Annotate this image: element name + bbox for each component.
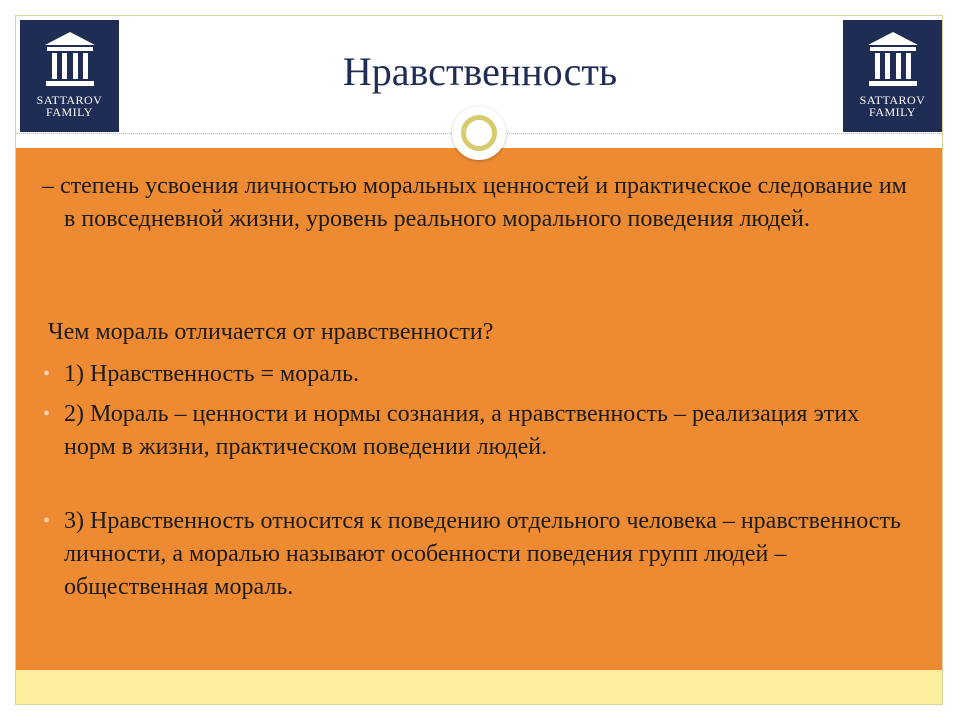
slide-title: Нравственность [342,49,618,94]
bullet-item [42,505,912,604]
logo-left [20,20,119,132]
logo-text [37,94,103,118]
bullet-text: 1) Нравственность = мораль. [64,361,360,387]
logo-line1: SATTAROV [859,93,926,107]
logo-right [843,20,942,132]
bullet-item [42,358,912,391]
logo-text [860,94,926,118]
footer-band [16,670,942,704]
bullet-icon: • [43,510,51,532]
logo-line2: FAMILY [869,105,916,119]
question-text: Чем мораль отличается от нравственности? [48,319,494,345]
bullet-text: 2) Мораль – ценности и нормы сознания, а нравственность – реализация этих норм в жизни, практическом поведении людей. [64,401,860,460]
definition-text: – степень усвоения личностью моральных ценностей и практическое следование им в повседневной жизни, уровень реального морального поведения людей. [42,173,907,232]
logo-line2: FAMILY [46,105,93,119]
logo-line1: SATTAROV [36,93,103,107]
bullet-item [42,398,912,464]
bullet-text: 3) Нравственность относится к поведению отдельного человека – нравственность личности, а моралью называют особенности поведения групп людей – общественная мораль. [64,508,901,600]
building-columns-icon [866,30,920,88]
building-columns-icon [43,30,97,88]
bullet-icon: • [43,363,51,385]
bullet-icon: • [43,403,51,425]
ring-icon [452,106,506,160]
